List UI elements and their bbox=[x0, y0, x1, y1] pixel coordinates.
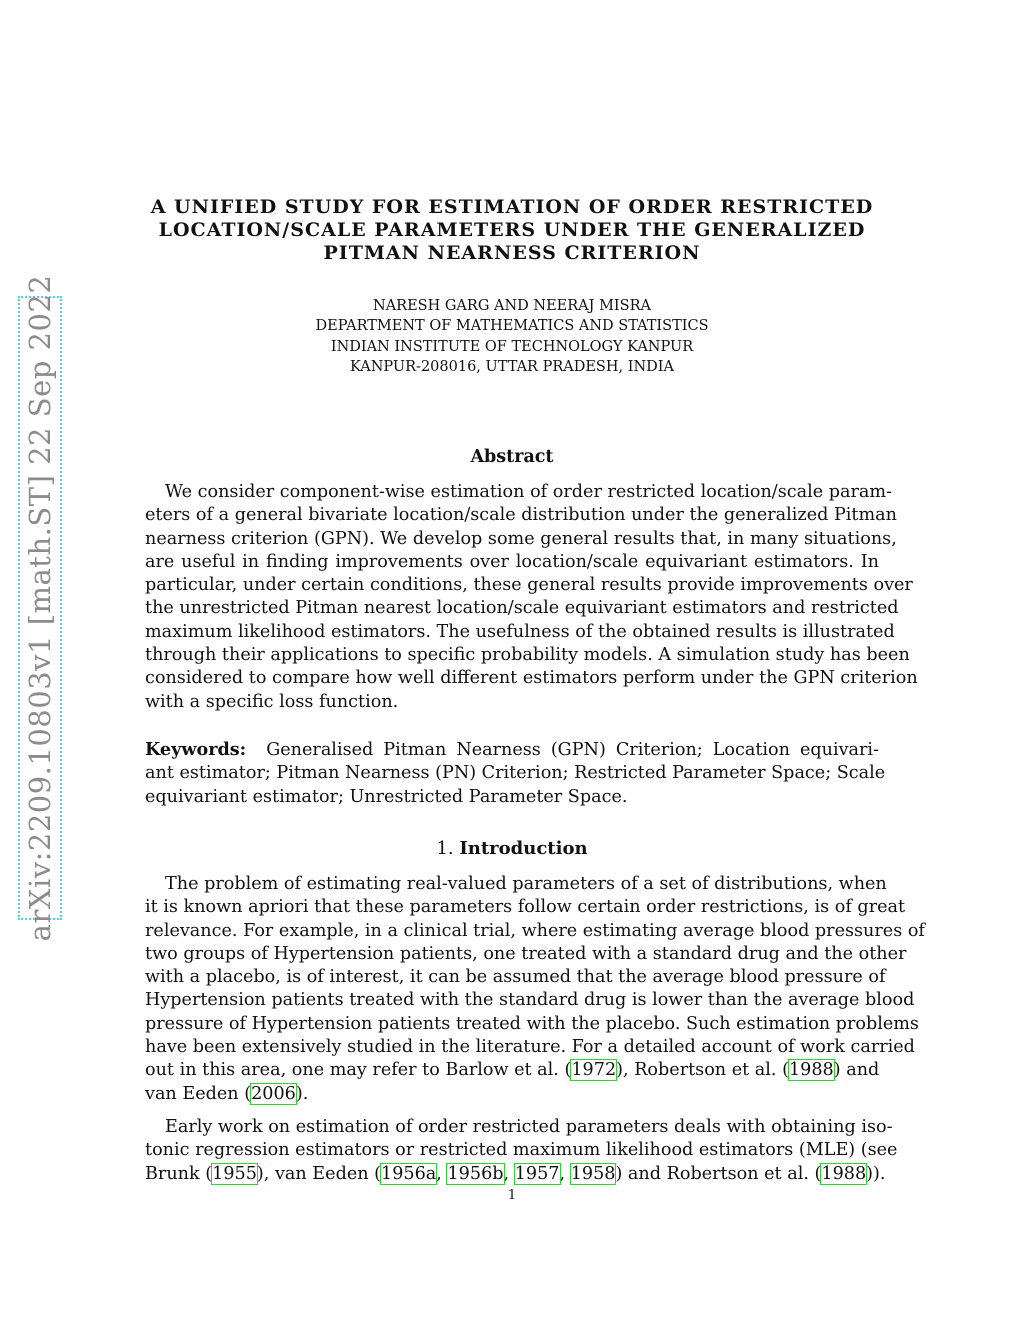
citation-link[interactable]: 1972 bbox=[571, 1060, 617, 1081]
citation-link[interactable]: 1988 bbox=[788, 1060, 834, 1081]
page-number: 1 bbox=[507, 1188, 517, 1203]
title-line: LOCATION/SCALE PARAMETERS UNDER THE GENERALIZED bbox=[158, 219, 866, 241]
abstract-line: considered to compare how well different estimators perform under the GPN criterion bbox=[145, 668, 918, 689]
intro-line: Early work on estimation of order restricted parameters deals with obtaining iso- bbox=[165, 1117, 893, 1137]
intro-line: The problem of estimating real-valued parameters of a set of distributions, when bbox=[165, 874, 887, 894]
intro-line: two groups of Hypertension patients, one treated with a standard drug and the other bbox=[145, 943, 907, 964]
intro-text: van Eeden ( bbox=[145, 1083, 252, 1104]
abstract-line: maximum likelihood estimators. The usefulness of the obtained results is illustrated bbox=[145, 621, 895, 642]
title-line: A UNIFIED STUDY FOR ESTIMATION OF ORDER RESTRICTED bbox=[150, 196, 874, 218]
abstract-line: particular, under certain conditions, these general results provide improvements over bbox=[145, 575, 913, 596]
keywords-block bbox=[145, 738, 886, 809]
author-department: DEPARTMENT OF MATHEMATICS AND STATISTICS bbox=[315, 318, 709, 335]
intro-line: it is known apriori that these parameters follow certain order restrictions, is of great bbox=[145, 897, 906, 918]
citation-link[interactable]: 1958 bbox=[570, 1163, 616, 1184]
intro-line: tonic regression estimators or restricted maximum likelihood estimators (MLE) (see bbox=[145, 1140, 898, 1161]
citation-link[interactable]: 2006 bbox=[251, 1083, 296, 1104]
intro-text: ), Robertson et al. ( bbox=[616, 1060, 789, 1081]
keywords-line bbox=[145, 738, 879, 762]
arxiv-identifier-stamp[interactable] bbox=[18, 274, 62, 942]
keywords-text: Generalised Pitman Nearness (GPN) Criterion; Location equivari- bbox=[266, 740, 879, 760]
intro-text: ), van Eeden ( bbox=[256, 1163, 382, 1184]
intro-text: ) and bbox=[833, 1060, 880, 1081]
section-number: 1. bbox=[436, 838, 454, 859]
arxiv-identifier-text: arXiv:2209.10803v1 [math.ST] 22 Sep 2022 bbox=[23, 274, 57, 942]
abstract-body bbox=[145, 481, 918, 714]
abstract-line: eters of a general bivariate location/scale distribution under the generalized Pitman bbox=[145, 505, 897, 526]
intro-text: , bbox=[559, 1163, 571, 1184]
intro-text: , bbox=[436, 1163, 448, 1184]
citation-link[interactable]: 1988 bbox=[821, 1163, 867, 1184]
abstract-line: We consider component-wise estimation of order restricted location/scale param- bbox=[165, 482, 892, 502]
citation-link[interactable]: 1955 bbox=[212, 1163, 257, 1184]
keywords-line: equivariant estimator; Unrestricted Parameter Space. bbox=[145, 786, 628, 807]
abstract-line: with a specific loss function. bbox=[145, 691, 399, 712]
section-title: Introduction bbox=[459, 838, 588, 859]
abstract-heading: Abstract bbox=[470, 447, 554, 467]
title-line: PITMAN NEARNESS CRITERION bbox=[323, 242, 701, 264]
author-block bbox=[160, 296, 864, 378]
author-institute: INDIAN INSTITUTE OF TECHNOLOGY KANPUR bbox=[330, 338, 694, 355]
introduction-paragraph-2 bbox=[145, 1116, 898, 1186]
keywords-line: ant estimator; Pitman Nearness (PN) Criterion; Restricted Parameter Space; Scale bbox=[145, 763, 886, 784]
intro-line: pressure of Hypertension patients treated with the placebo. Such estimation problems bbox=[145, 1013, 919, 1034]
citation-link[interactable]: 1957 bbox=[514, 1163, 560, 1184]
keywords-label: Keywords: bbox=[145, 739, 247, 760]
intro-line bbox=[145, 1059, 879, 1082]
intro-line: with a placebo, is of interest, it can be assumed that the average blood pressure of bbox=[145, 967, 886, 988]
intro-text: ). bbox=[295, 1083, 309, 1104]
intro-text: )). bbox=[866, 1163, 886, 1184]
paper-title bbox=[120, 196, 904, 265]
intro-line: relevance. For example, in a clinical trial, where estimating average blood pressures of bbox=[145, 920, 925, 941]
intro-text: , bbox=[503, 1163, 515, 1184]
abstract-line: are useful in finding improvements over location/scale equivariant estimators. In bbox=[145, 551, 879, 572]
intro-text: Brunk ( bbox=[145, 1163, 213, 1184]
citation-link[interactable]: 1956a bbox=[381, 1163, 437, 1184]
intro-line: have been extensively studied in the literature. For a detailed account of work carried bbox=[145, 1037, 915, 1058]
author-address: KANPUR-208016, UTTAR PRADESH, INDIA bbox=[350, 359, 674, 376]
abstract-line: the unrestricted Pitman nearest location/scale equivariant estimators and restricted bbox=[145, 598, 899, 619]
introduction-paragraph-1 bbox=[145, 873, 925, 1106]
intro-text: ) and Robertson et al. ( bbox=[615, 1163, 822, 1184]
author-names: NARESH GARG AND NEERAJ MISRA bbox=[373, 298, 651, 314]
citation-link[interactable]: 1956b bbox=[447, 1163, 504, 1184]
abstract-line: nearness criterion (GPN). We develop some general results that, in many situations, bbox=[145, 528, 897, 549]
intro-text: out in this area, one may refer to Barlow et al. ( bbox=[145, 1060, 572, 1081]
intro-line: Hypertension patients treated with the standard drug is lower than the average blood bbox=[145, 990, 915, 1011]
intro-line bbox=[145, 1083, 879, 1106]
abstract-line: through their applications to specific probability models. A simulation study has been bbox=[145, 645, 910, 666]
introduction-heading bbox=[0, 838, 1024, 859]
intro-line bbox=[145, 1163, 886, 1186]
